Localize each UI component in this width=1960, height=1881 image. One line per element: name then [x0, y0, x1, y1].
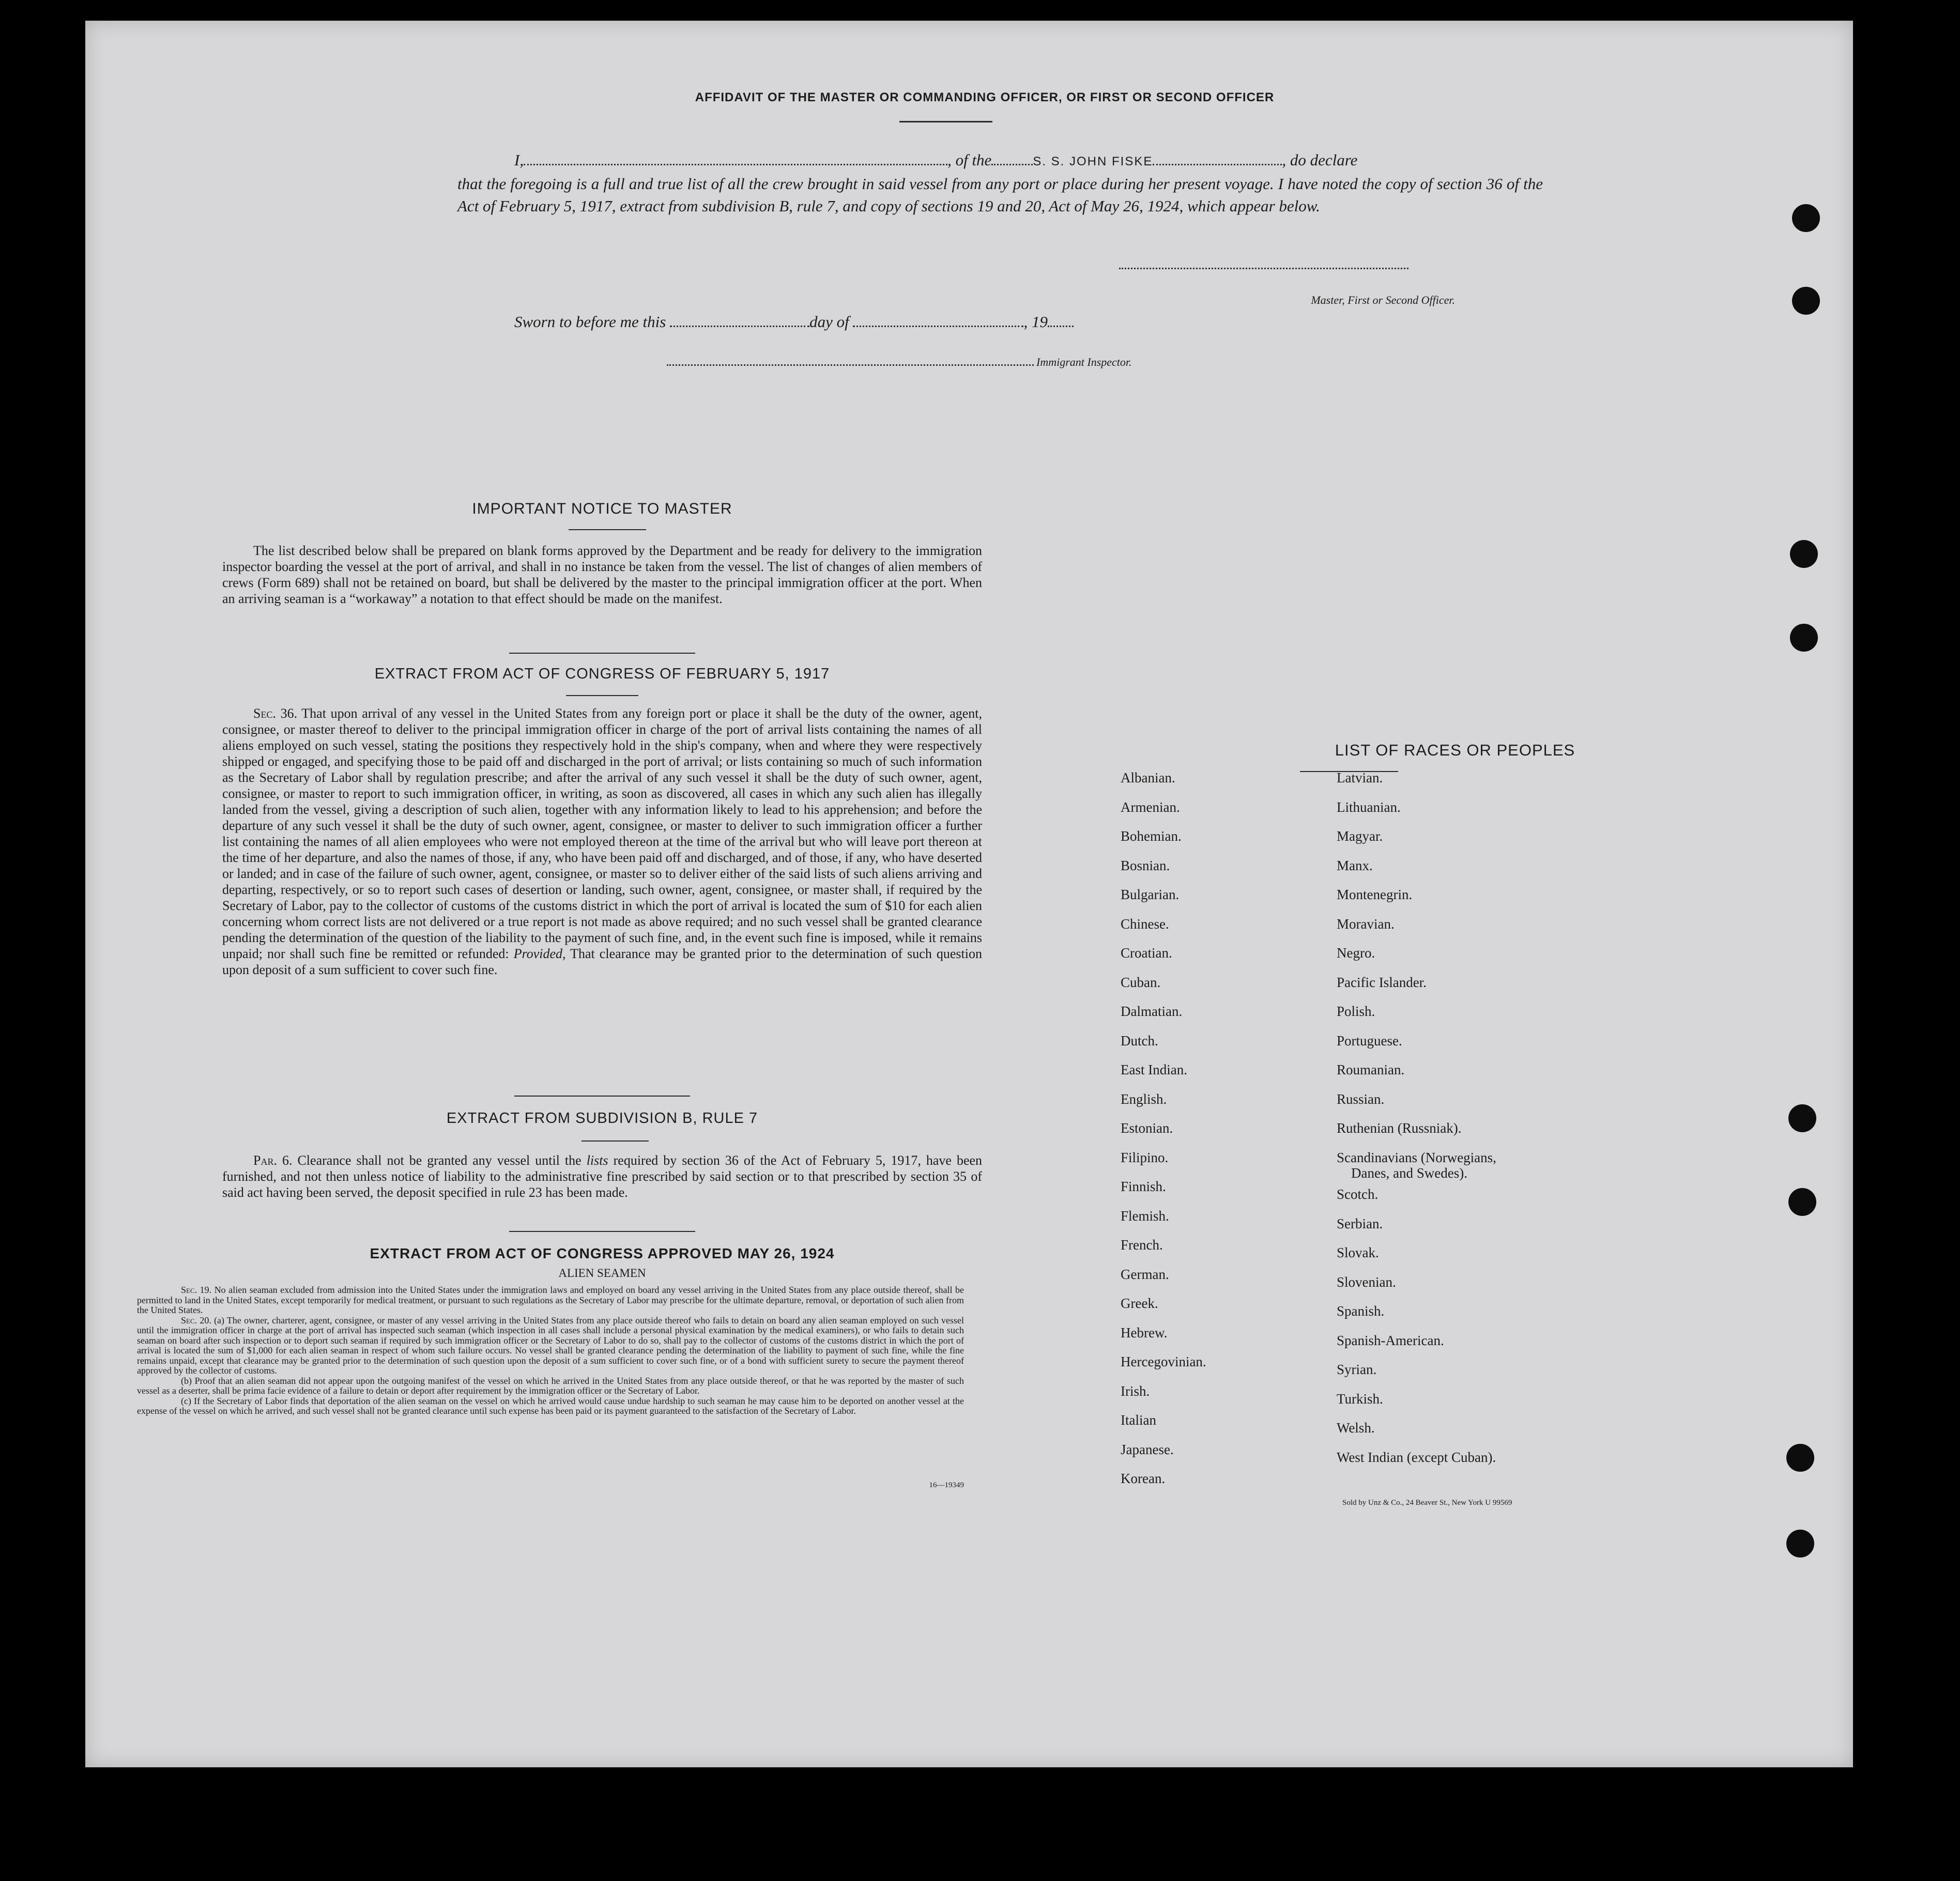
sworn-day-field[interactable] — [670, 326, 809, 327]
officer-name-field[interactable] — [524, 164, 947, 165]
binder-hole — [1790, 624, 1818, 652]
rule7-rule — [581, 1140, 649, 1142]
race-item: Japanese. — [1121, 1441, 1174, 1457]
of-the-label: , of the — [947, 151, 992, 169]
sec20-label: Sec. 20. — [181, 1315, 211, 1325]
race-item: Dutch. — [1121, 1032, 1158, 1049]
race-item: Bohemian. — [1121, 828, 1182, 844]
declaration-start: I, — [514, 151, 524, 169]
provided-text: That clearance may be granted prior to the determination of such question upon deposit of a sum sufficient to cover such fine. — [222, 946, 982, 977]
race-item: Polish. — [1337, 1004, 1375, 1019]
form-page — [85, 21, 1853, 1767]
race-item: Pacific Islander. — [1337, 974, 1427, 990]
race-item: Latvian. — [1337, 770, 1383, 785]
race-item: German. — [1121, 1266, 1169, 1282]
race-item: Syrian. — [1337, 1362, 1377, 1377]
notice-text: The list described below shall be prepared on blank forms approved by the Department and be ready for delivery to the immigration inspector boarding the vessel at the port of arrival, and shall in no instance be taken from the vessel. The list of changes of alien members of crews (Form 689) shall not be retained on board, but shall be delivered by the master to the principal immigration officer at the port. When an arriving seaman is a “workaway” a notation to that effect should be made on the manifest. — [222, 543, 982, 606]
sworn-month-field[interactable] — [853, 326, 1023, 327]
race-item: Serbian. — [1337, 1215, 1383, 1231]
race-item: Russian. — [1337, 1091, 1385, 1107]
printer-note: Sold by Unz & Co., 24 Beaver St., New York U 99569 — [1342, 1499, 1512, 1507]
race-item: Irish. — [1121, 1383, 1150, 1399]
race-item: Danes, and Swedes). — [1351, 1165, 1467, 1181]
act-1924-top-rule — [509, 1231, 695, 1232]
race-item: East Indian. — [1121, 1062, 1187, 1077]
act-1924-title: EXTRACT FROM ACT OF CONGRESS APPROVED MAY 26, 1924 — [370, 1245, 835, 1261]
race-item: Hebrew. — [1121, 1324, 1168, 1340]
race-item: Korean. — [1121, 1471, 1166, 1486]
lists-word: lists — [586, 1153, 608, 1168]
extract-1917-title: EXTRACT FROM ACT OF CONGRESS OF FEBRUARY 5, 1917 — [374, 666, 830, 682]
notice-rule — [569, 529, 646, 530]
race-item: Lithuanian. — [1337, 799, 1401, 815]
race-item: Spanish-American. — [1337, 1332, 1444, 1348]
race-item: Negro. — [1337, 945, 1375, 961]
race-item: Moravian. — [1337, 916, 1395, 932]
race-item: Estonian. — [1121, 1120, 1173, 1136]
do-declare-label: , do declare — [1282, 151, 1358, 169]
binder-hole — [1790, 540, 1818, 568]
race-item: Greek. — [1121, 1296, 1158, 1311]
binder-hole — [1786, 1530, 1814, 1558]
affidavit-title: AFFIDAVIT OF THE MASTER OR COMMANDING OFFICER, OR FIRST OR SECOND OFFICER — [695, 90, 1275, 104]
extract-1917-rule — [566, 695, 638, 696]
binder-hole — [1792, 287, 1820, 315]
master-signature-label: Master, First or Second Officer. — [1311, 294, 1455, 306]
race-item: Filipino. — [1121, 1149, 1169, 1165]
day-of-label: day of — [809, 313, 849, 331]
sec20b-text: (b) Proof that an alien seaman did not appear upon the outgoing manifest of the vessel on which he arrived in the United States from any place outside thereof, or that he was reported by the master of such vessel as a deserter, shall be prima facie evidence of a failure to detain or deport after requirement by the immigration officer or the Secretary of Labor. — [137, 1375, 964, 1396]
race-item: French. — [1121, 1237, 1163, 1253]
sworn-year-field[interactable] — [1048, 326, 1074, 327]
race-item: Slovak. — [1337, 1245, 1379, 1260]
act-1924-text — [137, 1285, 964, 1416]
race-item: Magyar. — [1337, 828, 1383, 844]
race-item: Scotch. — [1337, 1186, 1379, 1202]
race-item: Welsh. — [1337, 1420, 1375, 1436]
race-item: Slovenian. — [1337, 1274, 1396, 1290]
race-item: Armenian. — [1121, 799, 1180, 815]
race-item: Montenegrin. — [1337, 887, 1413, 902]
inspector-signature-line[interactable] — [667, 364, 1034, 366]
binder-hole — [1792, 204, 1820, 232]
year-prefix: , 19 — [1023, 313, 1048, 331]
section-36-text — [222, 705, 982, 978]
race-item: Finnish. — [1121, 1179, 1166, 1194]
race-item: Ruthenian (Russniak). — [1337, 1120, 1462, 1136]
inspector-label: Immigrant Inspector. — [1036, 356, 1132, 368]
sec20c-text: (c) If the Secretary of Labor finds that deportation of the alien seaman on the vessel on which he arrived would cause undue hardship to such seaman he may cause him to be deported on another vessel at the expense of the vessel on which he arrived, and such vessel shall not be granted clearance until such expense has been paid or its payment guaranteed to the satisfaction of the Secretary of Labor. — [137, 1395, 964, 1416]
form-number: 16—19349 — [929, 1481, 964, 1489]
race-item: English. — [1121, 1091, 1167, 1107]
binder-hole — [1788, 1188, 1816, 1216]
sec19-text: No alien seaman excluded from admission into the United States under the immigration laws and employed on board any vessel arriving in the United States from any place outside thereof, shall be permitted to land in the United States, except temporarily for medical treatment, or pursuant to such regulations as the Secretary of Labor may prescribe for the ultimate departure, removal, or deportation of such alien from the United States. — [137, 1285, 964, 1315]
notice-title: IMPORTANT NOTICE TO MASTER — [472, 500, 732, 517]
race-item: Turkish. — [1337, 1391, 1383, 1407]
sec20a-text: (a) The owner, charterer, agent, consignee, or master of any vessel arriving in the United States from any place outside thereof who fails to detain on board any alien seaman employed on such vessel until the immigration officer in charge at the port of arrival has inspected such seaman (which inspection in all cases shall include a personal physical examination by the medical examiners), or who fails to detain such seaman on board after such inspection or to deport such seaman if required by such immigration officer or the Secretary of Labor to do so, shall pay to the collector of customs of the customs district in which the port of arrival is located the sum of $1,000 for each alien seaman in respect of whom such failure occurs. No vessel shall be granted clearance pending the determination of the liability to payment of such fine, while the fine remains unpaid, except that clearance may be granted prior to the determination of such question upon the deposit of a sum sufficient to cover such fine, or of a bond with sufficient surety to secure the payment thereof approved by the collector of customs. — [137, 1315, 964, 1376]
race-item: Portuguese. — [1337, 1032, 1402, 1049]
declaration — [457, 149, 1543, 217]
section-36-label: Sec. 36. — [253, 706, 298, 721]
master-signature-line[interactable] — [1119, 268, 1408, 269]
declaration-text: that the foregoing is a full and true list of all the crew brought in said vessel from any port or place during her present voyage. I have noted the copy of section 36 of the Act of February 5, 1917, extract from subdivision B, rule 7, and copy of sections 19 and 20, Act of May 26, 1924, which appear below. — [457, 175, 1543, 215]
sworn-label: Sworn to before me this — [514, 313, 666, 331]
rule7-title: EXTRACT FROM SUBDIVISION B, RULE 7 — [446, 1110, 758, 1127]
rule7-text — [222, 1152, 982, 1200]
binder-hole — [1786, 1444, 1814, 1472]
sworn-line — [514, 313, 1074, 331]
vessel-field-trailer — [1153, 164, 1282, 165]
rule7-top-rule — [514, 1096, 690, 1097]
par6-text-b: required by section 36 of the Act of February 5, 1917, have been furnished, and not then unless notice of liability to the administrative fine prescribed by said section or to that prescribed by section 35 of said act having been served, the deposit specified in rule 23 has been made. — [222, 1153, 983, 1200]
race-item: Manx. — [1337, 857, 1373, 873]
race-item: Flemish. — [1121, 1208, 1169, 1224]
race-item: Roumanian. — [1337, 1062, 1405, 1077]
race-item: Scandinavians (Norwegians, — [1337, 1149, 1496, 1165]
race-item: Croatian. — [1121, 945, 1172, 961]
race-item: Hercegovinian. — [1121, 1354, 1206, 1369]
title-underline — [899, 121, 992, 122]
binder-hole — [1788, 1104, 1816, 1132]
par6-text-a: Clearance shall not be granted any vessel until the — [297, 1153, 581, 1168]
notice-end-rule — [509, 653, 695, 654]
race-item: Chinese. — [1121, 916, 1169, 932]
races-title: LIST OF RACES OR PEOPLES — [1335, 741, 1575, 759]
sec19-label: Sec. 19. — [181, 1285, 212, 1295]
race-item: Cuban. — [1121, 974, 1161, 990]
race-item: Bosnian. — [1121, 857, 1170, 873]
alien-seamen-subtitle: ALIEN SEAMEN — [558, 1267, 646, 1279]
race-item: Spanish. — [1337, 1303, 1385, 1319]
par6-label: Par. 6. — [253, 1153, 293, 1168]
section-36-body: That upon arrival of any vessel in the United States from any foreign port or place it shall be the duty of the owner, agent, consignee, or master thereof to deliver to the principal immigration officer in charge of the port of arrival lists containing the names of all aliens employed on such vessel, stating the positions they respectively hold in the ship's company, when and where they were respectively shipped or engaged, and specifying those to be paid off and discharged in the port of arrival; or lists containing so much of such information as the Secretary of Labor shall by regulation prescribe; and after the arrival of any such vessel it shall be the duty of such owner, agent, consignee, or master to report to such immigration officer, in writing, as soon as discovered, all cases in which any such alien has illegally landed from the vessel, giving a description of such alien, together with any information likely to lead to his apprehension; and before the departure of any such vessel it shall be the duty of such owner, agent, consignee, or master to deliver to such immigration officer a further list containing the names of all alien employees who were not employed thereon at the time of the arrival but who will leave port thereon at the time of her departure, and also the names of those, if any, who have been paid off and discharged, and of those, if any, who have deserted or landed; and in case of the failure of such owner, agent, consignee, or master so to deliver either of the said lists of such aliens arriving and departing, respectively, or so to report such cases of desertion or landing, such owner, agent, consignee, or master shall, if required by the Secretary of Labor, pay to the collector of customs of the customs district in which the port of arrival is located the sum of $10 for each alien concerning whom correct lists are not delivered or a true report is not made as above required; and no such vessel shall be granted clearance pending the determination of the question of the liability to the payment of such fine, and, in the event such fine is imposed, while it remains unpaid; nor shall such fine be remitted or refunded: — [222, 706, 982, 961]
race-item: Albanian. — [1121, 770, 1175, 785]
race-item: West Indian (except Cuban). — [1337, 1449, 1496, 1465]
race-item: Italian — [1121, 1412, 1156, 1428]
vessel-field-leader — [991, 164, 1033, 165]
race-item: Dalmatian. — [1121, 1004, 1183, 1019]
vessel-name: S. S. JOHN FISKE — [1033, 155, 1153, 168]
provided-label: Provided, — [513, 946, 566, 961]
race-item: Bulgarian. — [1121, 887, 1180, 902]
